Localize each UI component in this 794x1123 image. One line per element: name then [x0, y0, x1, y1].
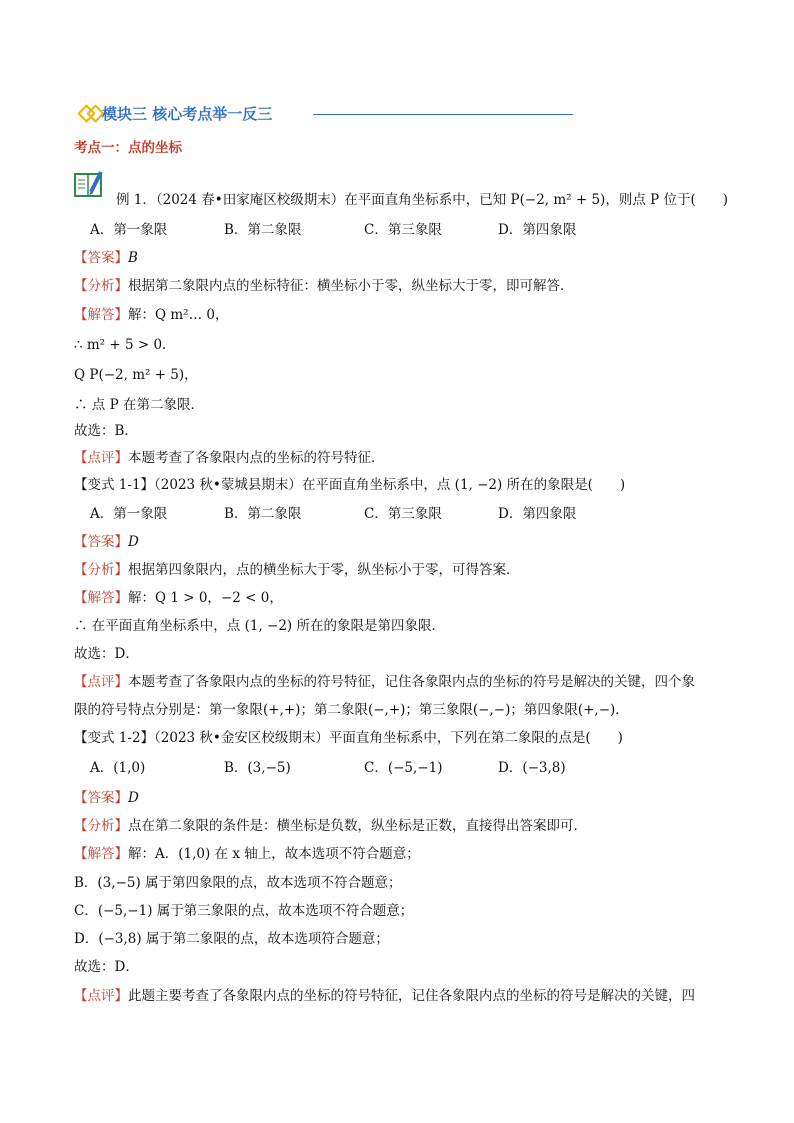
option-d: D．第四象限	[498, 222, 577, 238]
ex1-solution	[74, 306, 228, 324]
comment-tag: 【点评】	[74, 674, 128, 690]
v11-solution-line-2: ∴ 在平面直角坐标系中，点 (1, −2) 所在的象限是第四象限．	[74, 618, 445, 634]
v12-solution-line-3: C．(−5,−1) 属于第三象限的点，故本选项不符合题意；	[74, 903, 414, 919]
ex1-stem: 例 1．（2024 春•田家庵区校级期末）在平面直角坐标系中，已知 P(−2, m² + 5)，则点 P 位于( )	[116, 192, 729, 208]
answer-value: B	[128, 250, 138, 266]
answer-value: D	[128, 790, 139, 806]
v12-comment	[74, 987, 695, 1005]
option-a: A．(1,0)	[90, 760, 146, 776]
analysis-tag: 【分析】	[74, 562, 128, 578]
v11-comment-line-2: 限的符号特点分别是：第一象限(+,+)；第二象限(−,+)；第三象限(−,−)；第四象限(+,−)．	[74, 702, 629, 718]
ex1-solution-line-4: ∴ 点 P 在第二象限．	[74, 397, 204, 413]
solution-tag: 【解答】	[74, 590, 128, 606]
option-b: B．第二象限	[224, 506, 302, 522]
ex1-answer	[74, 249, 138, 267]
analysis-tag: 【分析】	[74, 278, 128, 294]
option-c: C．第三象限	[364, 222, 442, 238]
ex1-analysis	[74, 277, 574, 295]
answer-tag: 【答案】	[74, 250, 128, 266]
comment-text: 本题考查了各象限内点的坐标的符号特征，记住各象限内点的坐标的符号是解决的关键，四个象	[128, 674, 695, 690]
answer-tag: 【答案】	[74, 534, 128, 550]
v11-solution	[74, 589, 283, 607]
option-a: A．第一象限	[90, 506, 168, 522]
v11-stem: 【变式 1-1】（2023 秋•蒙城县期末）在平面直角坐标系中，点 (1, −2) 所在的象限是( )	[74, 477, 626, 493]
answer-value: D	[128, 534, 139, 550]
option-c: C．第三象限	[364, 506, 442, 522]
analysis-text: 根据第四象限内，点的横坐标大于零，纵坐标小于零，可得答案．	[128, 562, 520, 578]
module-header	[80, 104, 580, 126]
v11-answer	[74, 533, 139, 551]
v12-solution-line-2: B．(3,−5) 属于第四象限的点，故本选项不符合题意；	[74, 875, 402, 891]
ex1-solution-line-3: Q P(−2, m² + 5)，	[74, 367, 198, 383]
v11-choose: 故选：D．	[74, 646, 139, 662]
module-title: 模块三 核心考点举一反三	[102, 105, 273, 123]
ex1-choose: 故选：B．	[74, 423, 138, 439]
analysis-text: 根据第二象限内点的坐标特征：横坐标小于零，纵坐标大于零，即可解答．	[128, 278, 574, 294]
book-pencil-icon	[74, 168, 104, 198]
analysis-tag: 【分析】	[74, 818, 128, 834]
v12-analysis	[74, 817, 587, 835]
option-a: A．第一象限	[90, 222, 168, 238]
ex1-solution-line-2: ∴ m² + 5 > 0．	[74, 337, 176, 353]
ex1-comment	[74, 449, 385, 467]
v12-answer	[74, 789, 139, 807]
solution-text: 解：A．(1,0) 在 x 轴上，故本选项不符合题意；	[128, 846, 420, 862]
kaodian-title: 考点一：点的坐标	[74, 140, 182, 156]
comment-text: 本题考查了各象限内点的坐标的符号特征．	[128, 450, 385, 466]
solution-text: 解：Q m²… 0，	[128, 307, 229, 323]
v11-analysis	[74, 561, 520, 579]
comment-text: 此题主要考查了各象限内点的坐标的符号特征，记住各象限内点的坐标的符号是解决的关键，四	[128, 988, 695, 1004]
v11-comment	[74, 673, 695, 691]
solution-text: 解：Q 1 > 0，−2 < 0，	[128, 590, 283, 606]
comment-tag: 【点评】	[74, 988, 128, 1004]
option-d: D．第四象限	[498, 506, 577, 522]
option-c: C．(−5,−1)	[364, 760, 443, 776]
header-rule	[313, 114, 573, 115]
option-b: B．第二象限	[224, 222, 302, 238]
option-b: B．(3,−5)	[224, 760, 291, 776]
comment-tag: 【点评】	[74, 450, 128, 466]
analysis-text: 点在第二象限的条件是：横坐标是负数，纵坐标是正数，直接得出答案即可．	[128, 818, 587, 834]
v12-stem: 【变式 1-2】（2023 秋•金安区校级期末）平面直角坐标系中，下列在第二象限的点是( )	[74, 730, 623, 746]
v12-solution-line-4: D．(−3,8) 属于第二象限的点，故本选项符合题意；	[74, 931, 389, 947]
solution-tag: 【解答】	[74, 846, 128, 862]
option-d: D．(−3,8)	[498, 760, 566, 776]
v12-solution	[74, 845, 420, 863]
v12-choose: 故选：D．	[74, 959, 139, 975]
solution-tag: 【解答】	[74, 307, 128, 323]
answer-tag: 【答案】	[74, 790, 128, 806]
